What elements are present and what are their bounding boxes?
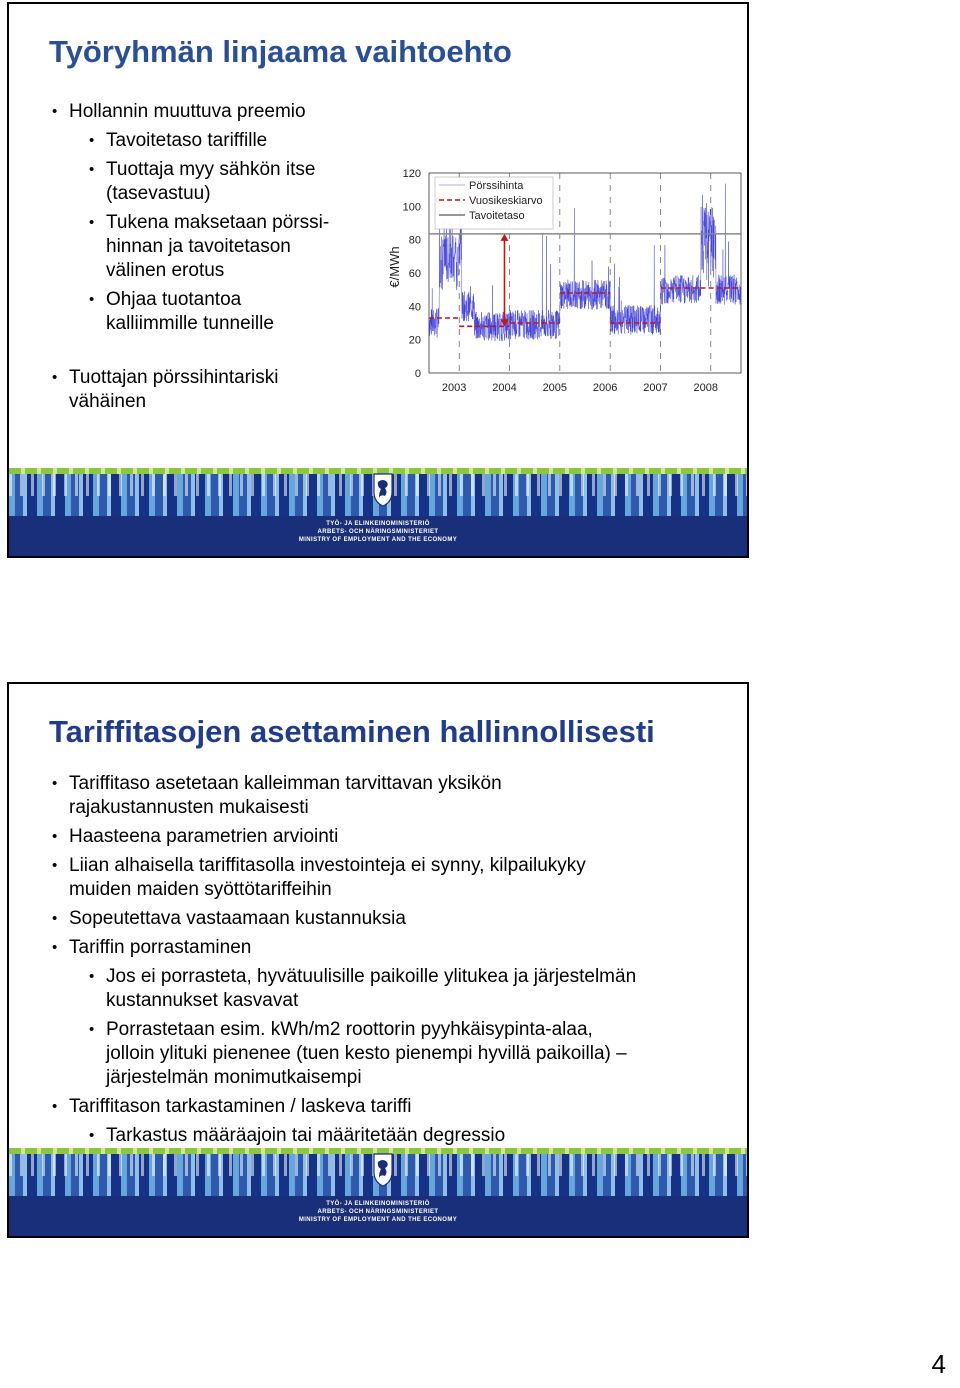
ministry-name-line: TYÖ- JA ELINKEINOMINISTERIÖ bbox=[326, 521, 430, 527]
bullet-item: • Tariffin porrastaminen bbox=[69, 936, 729, 960]
bullet-item: • Jos ei porrasteta, hyvätuulisille paikoille ylitukea ja järjestelmän bbox=[106, 965, 729, 989]
ministry-name-line: ARBETS- OCH NÄRINGSMINISTERIET bbox=[317, 1209, 439, 1215]
bullet-item: • Tarkastus määräajoin tai määritetään degressio bbox=[106, 1124, 729, 1148]
y-axis-label: €/MWh bbox=[387, 246, 402, 288]
bullet-item: vähäinen bbox=[69, 391, 147, 412]
ministry-name-line: TYÖ- JA ELINKEINOMINISTERIÖ bbox=[326, 1201, 430, 1207]
legend-label: Vuosikeskiarvo bbox=[469, 195, 543, 207]
x-tick-label: 2006 bbox=[592, 382, 618, 394]
slide-1-title: Työryhmän linjaama vaihtoehto bbox=[49, 34, 512, 69]
y-tick-label: 0 bbox=[414, 368, 421, 380]
y-tick-label: 120 bbox=[402, 168, 421, 180]
bullet-item: • Sopeutettava vastaamaan kustannuksia bbox=[69, 907, 729, 931]
slide-2-bullet-list bbox=[69, 772, 729, 1148]
bullet-item: jolloin ylituki pienenee (tuen kesto pienempi hyvillä paikoilla) – bbox=[106, 1043, 627, 1064]
bullet-item: • Tariffitason tarkastaminen / laskeva tariffi bbox=[69, 1095, 729, 1119]
bullet-item: • Liian alhaisella tariffitasolla investointeja ei synny, kilpailukyky bbox=[69, 854, 729, 878]
y-tick-label: 40 bbox=[408, 301, 421, 314]
x-tick-label: 2005 bbox=[542, 382, 568, 394]
footer-band bbox=[9, 1148, 747, 1236]
x-tick-label: 2003 bbox=[441, 382, 467, 394]
y-tick-label: 20 bbox=[408, 334, 421, 347]
ministry-name bbox=[9, 1200, 747, 1224]
bullet-item: • Hollannin muuttuva preemio bbox=[69, 100, 369, 124]
bullet-item: • Haasteena parametrien arviointi bbox=[69, 825, 729, 849]
bullet-item: • Tuottaja myy sähkön itse bbox=[106, 158, 369, 182]
slide-2-title: Tariffitasojen asettaminen hallinnollisesti bbox=[49, 714, 655, 749]
bullet-item: • Tavoitetaso tariffille bbox=[106, 129, 369, 153]
bullet-item: • Tukena maksetaan pörssi- bbox=[106, 211, 369, 235]
bullet-item: (tasevastuu) bbox=[106, 183, 211, 204]
bullet-item: hinnan ja tavoitetason bbox=[106, 236, 291, 257]
y-tick-label: 60 bbox=[408, 268, 421, 280]
price-chart bbox=[373, 161, 745, 401]
bullet-item: • Ohjaa tuotantoa bbox=[106, 288, 369, 312]
bullet-item: • Tariffitaso asetetaan kalleimman tarvittavan yksikön bbox=[69, 772, 729, 796]
bullet-item: kustannukset kasvavat bbox=[106, 990, 299, 1011]
finnish-lion-crest-icon bbox=[371, 472, 395, 508]
ministry-name-line: MINISTRY OF EMPLOYMENT AND THE ECONOMY bbox=[298, 1217, 458, 1223]
slide-1-bullet-list bbox=[69, 100, 369, 336]
finnish-lion-crest-icon bbox=[371, 1152, 395, 1188]
y-tick-label: 100 bbox=[402, 201, 421, 214]
slide-2 bbox=[7, 682, 749, 1238]
legend-label: Pörssihinta bbox=[469, 180, 524, 192]
bullet-item: • Porrastetaan esim. kWh/m2 roottorin pyyhkäisypinta-alaa, bbox=[106, 1018, 729, 1042]
y-tick-label: 80 bbox=[408, 234, 421, 247]
footer-band bbox=[9, 468, 747, 556]
slide-1 bbox=[7, 2, 749, 558]
x-tick-label: 2008 bbox=[693, 382, 719, 394]
bullet-item: muiden maiden syöttötariffeihin bbox=[69, 879, 332, 900]
bullet-item: rajakustannusten mukaisesti bbox=[69, 797, 309, 818]
bullet-item: • Tuottajan pörssihintariski bbox=[69, 366, 369, 390]
ministry-name-line: ARBETS- OCH NÄRINGSMINISTERIET bbox=[317, 529, 439, 535]
x-tick-label: 2004 bbox=[492, 382, 517, 394]
legend-label: Tavoitetaso bbox=[469, 210, 525, 222]
page-number: 4 bbox=[931, 1349, 946, 1379]
bullet-item: välinen erotus bbox=[106, 260, 225, 281]
x-tick-label: 2007 bbox=[643, 382, 668, 394]
ministry-name bbox=[9, 520, 747, 544]
ministry-name-line: MINISTRY OF EMPLOYMENT AND THE ECONOMY bbox=[298, 537, 458, 543]
bullet-item: järjestelmän monimutkaisempi bbox=[106, 1067, 362, 1088]
bullet-item: kalliimmille tunneille bbox=[106, 313, 274, 334]
slide-1-bullet-list-bottom bbox=[69, 366, 369, 414]
